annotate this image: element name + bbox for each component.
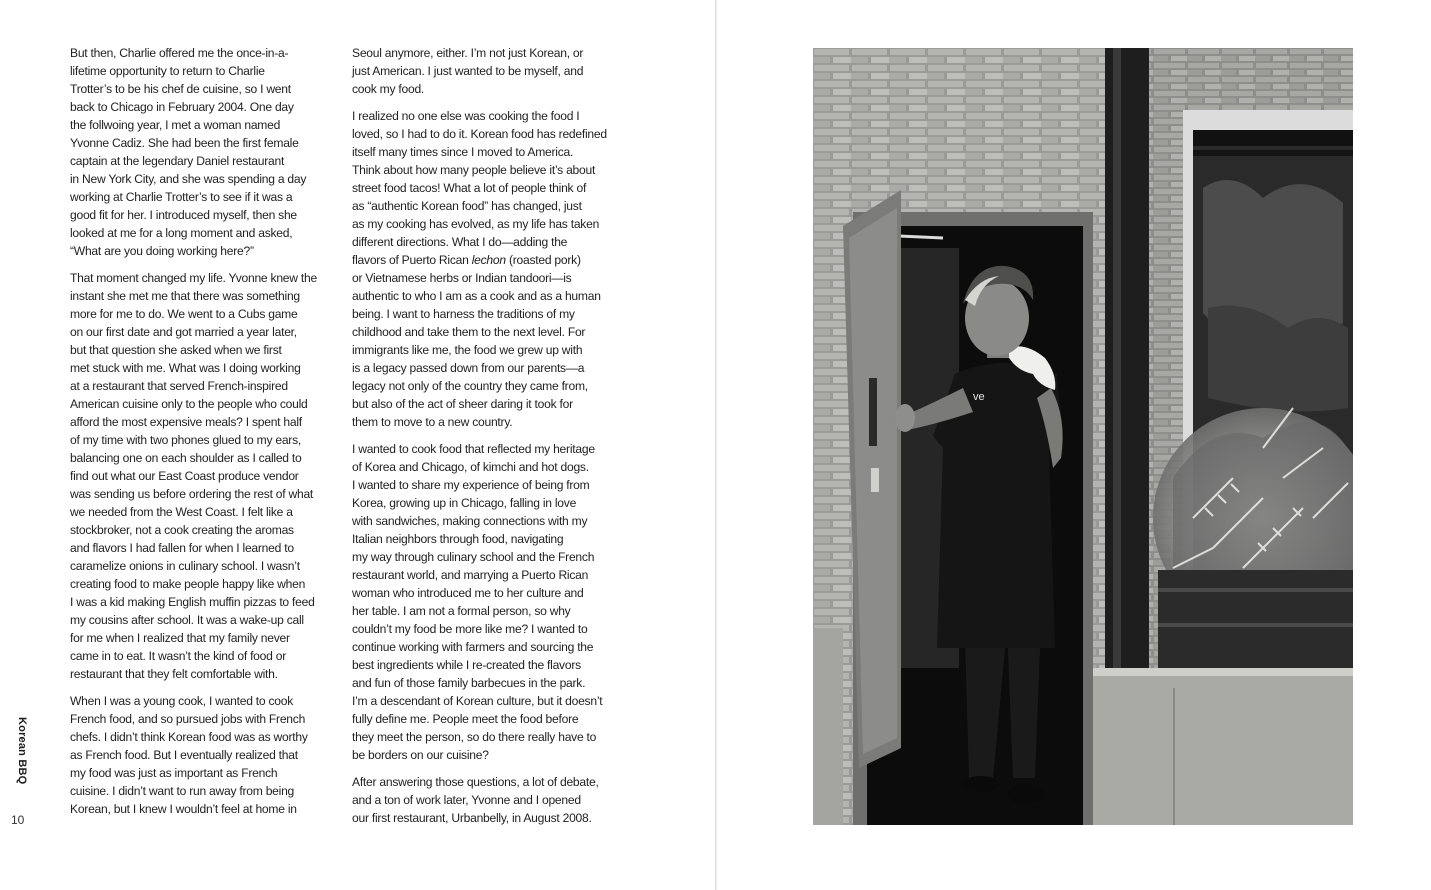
paragraph: [352, 107, 620, 431]
right-page: [717, 0, 1431, 890]
page-number: 10: [11, 813, 25, 827]
text-column-1: [70, 44, 332, 827]
photo-illustration: [813, 48, 1353, 825]
paragraph: After answering those questions, a lot of debate, and a ton of work later, Yvonne and I opened our first restaurant, Urbanbelly, in August 2008.: [352, 775, 599, 825]
paragraph: When I was a young cook, I wanted to cook French food, and so pursued jobs with French chefs. I didn’t think Korean food was as worthy as French food. But I eventually realized that my food was just as important as French cuisine. I didn’t want to run away from being Korean, but I knew I wouldn’t feel at home in: [70, 694, 308, 816]
left-page: [0, 0, 715, 890]
paragraph: That moment changed my life. Yvonne knew the instant she met me that there was something more for me to do. We went to a Cubs game on our first date and got married a year later, but that question she asked when we first met stuck with me. What was I doing working at a restaurant that served French-inspired American cuisine only to the people who could afford the most expensive meals? I spent half of my time with two phones glued to my ears, balancing one on each shoulder as I called to find out what our East Coast produce vendor was sending us before ordering the rest of what we needed from the West Coast. I felt like a stockbroker, not a cook creating the aromas and flavors I had fallen for when I learned to caramelize onions in culinary school. I wasn’t creating food to make people happy like when I was a kid making English muffin pizzas to feed my cousins after school. It was a wake-up call for me when I realized that my family never came in to eat. It wasn’t the kind of food or restaurant that they felt comfortable with.: [70, 271, 317, 681]
paragraph: I wanted to cook food that reflected my heritage of Korea and Chicago, of kimchi and hot dogs. I wanted to share my experience of being from Korea, growing up in Chicago, falling in love with sandwiches, making connections with my Italian neighbors through food, navigating my way through culinary school and the French restaurant world, and marrying a Puerto Rican woman who introduced me to her culture and her table. I am not a formal person, so why couldn’t my food be more like me? I wanted to continue working with farmers and sourcing the best ingredients while I re-created the flavors and fun of those family barbecues in the park. I’m a descendant of Korean culture, but it doesn’t fully define me. People meet the food before they meet the person, so do there really have to be borders on our cuisine?: [352, 442, 603, 762]
paragraph-text: I realized no one else was cooking the food I loved, so I had to do it. Korean food has redefined itself many times since I moved to America. Think about how many people believe it’s about street food tacos! What a lot of people think of as “authentic Korean food” has changed, just as my cooking has evolved, as my life has taken different directions. What I do—adding the flavors of Puerto Rican: [352, 109, 607, 267]
paragraph: Seoul anymore, either. I’m not just Korean, or just American. I just wanted to be myself, and cook my food.: [352, 46, 584, 96]
text-column-2: [352, 44, 620, 836]
running-head: Korean BBQ: [16, 717, 28, 785]
italic-term: lechon: [471, 253, 506, 267]
paragraph-text: (roasted pork) or Vietnamese herbs or Indian tandoori—is authentic to who I am as a cook and as a human being. I want to harness the traditions of my childhood and take them to the next level. For immigrants like me, the food we grew up with is a legacy passed down from our parents—a legacy not only of the country they came from, but also of the act of sheer daring it took for them to move to a new country.: [352, 253, 601, 429]
shirt-print: ve: [973, 391, 985, 403]
paragraph: But then, Charlie offered me the once-in-a- lifetime opportunity to return to Charlie Trotter’s to be his chef de cuisine, so I went back to Chicago in February 2004. One day the follwoing year, I met a woman named Yvonne Cadiz. She had been the first female captain at the legendary Daniel restaurant in New York City, and she was spending a day working at Charlie Trotter’s to see if it was a good fit for her. I introduced myself, then she looked at me for a long moment and asked, “What are you doing working here?”: [70, 46, 307, 258]
chef-doorway-photo: [813, 48, 1353, 825]
